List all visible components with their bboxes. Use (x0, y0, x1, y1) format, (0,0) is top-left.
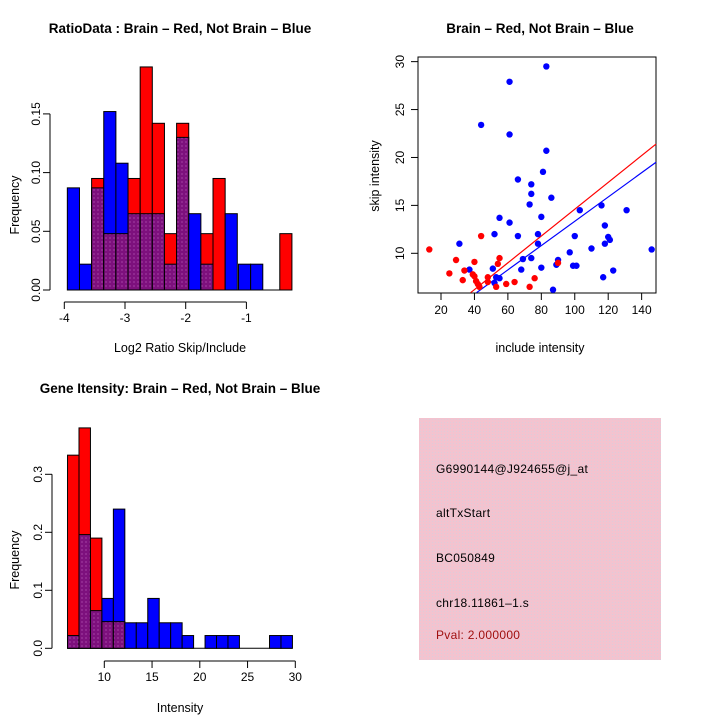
svg-text:80: 80 (534, 303, 548, 317)
gene-histogram-ylabel: Frequency (8, 530, 22, 590)
probe-info-card (419, 418, 661, 660)
gene-histogram-xlabel: Intensity (156, 701, 204, 715)
ratio-histogram-xlabel: Log2 Ratio Skip/Include (113, 341, 247, 355)
svg-text:-2: -2 (180, 311, 192, 325)
pval-text: Pval: 2.000000 (436, 628, 521, 642)
scatter-xlabel: include intensity (495, 341, 585, 355)
ratio-histogram-ylabel: Frequency (8, 175, 22, 235)
svg-text:0.1: 0.1 (31, 581, 45, 599)
svg-text:10: 10 (97, 670, 111, 684)
svg-text:30: 30 (393, 54, 407, 69)
svg-text:-1: -1 (241, 311, 252, 325)
panel-probe-info (360, 360, 720, 720)
panel-ratio-histogram (0, 0, 360, 360)
ratio-histogram-plot (0, 0, 360, 360)
event-type-text: altTxStart (436, 506, 491, 520)
scatter-title: Brain – Red, Not Brain – Blue (446, 21, 634, 36)
panel-gene-intensity-histogram (0, 360, 360, 720)
scatter-ylabel: skip intensity (368, 140, 382, 212)
svg-text:60: 60 (501, 303, 515, 317)
svg-text:15: 15 (145, 670, 159, 684)
svg-text:10: 10 (393, 246, 407, 260)
svg-text:20: 20 (393, 150, 407, 165)
svg-text:15: 15 (393, 198, 407, 213)
accession-text: BC050849 (436, 551, 496, 565)
intensity-scatter-plot (360, 0, 720, 360)
svg-text:0.10: 0.10 (29, 160, 43, 185)
svg-text:30: 30 (288, 670, 302, 684)
svg-text:140: 140 (631, 303, 652, 317)
svg-text:40: 40 (467, 303, 482, 317)
svg-text:0.05: 0.05 (29, 219, 43, 243)
gene-histogram-title: Gene Itensity: Brain – Red, Not Brain – Blue (39, 381, 321, 396)
svg-text:20: 20 (434, 303, 448, 317)
svg-text:100: 100 (564, 303, 585, 317)
svg-text:-3: -3 (119, 311, 131, 325)
svg-text:25: 25 (393, 102, 407, 117)
locus-text: chr18.11861–1.s (436, 596, 530, 610)
gene-intensity-histogram-plot (0, 360, 360, 720)
svg-text:0.3: 0.3 (31, 465, 45, 483)
svg-text:0.00: 0.00 (29, 278, 43, 302)
svg-text:120: 120 (598, 303, 619, 317)
svg-text:25: 25 (240, 670, 255, 684)
svg-text:0.15: 0.15 (29, 102, 43, 126)
probe-id-text: G6990144@J924655@j_at (436, 462, 589, 476)
svg-text:0.0: 0.0 (31, 639, 45, 657)
svg-text:0.2: 0.2 (31, 523, 45, 541)
svg-text:20: 20 (193, 670, 207, 684)
ratio-histogram-title: RatioData : Brain – Red, Not Brain – Blue (48, 21, 312, 36)
svg-text:-4: -4 (58, 311, 70, 325)
panel-intensity-scatter (360, 0, 720, 360)
